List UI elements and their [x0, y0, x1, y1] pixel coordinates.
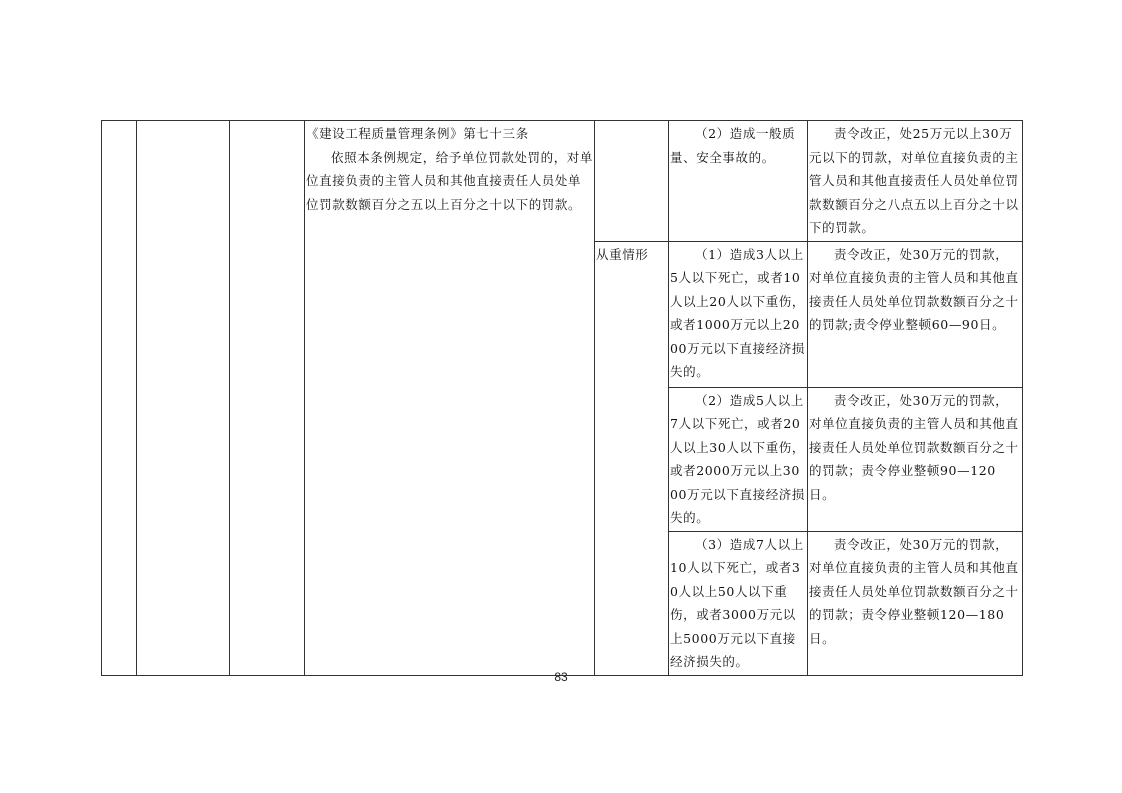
legal-basis-text: 依照本条例规定，给予单位罚款处罚的，对单位直接负责的主管人员和其他直接责任人员处单位罚款数额百分之五以上百分之十以下的罚款。 [306, 149, 594, 212]
seq-cell [102, 121, 137, 676]
page-number: 83 [554, 670, 568, 684]
penalty-cell: 责令改正，处30万元的罚款，对单位直接负责的主管人员和其他直接责任人员处单位罚款数额百分之十的罚款；责令停业整顿90—120日。 [808, 387, 1023, 531]
condition-cell: （1）造成3人以上5人以下死亡，或者10人以上20人以下重伤，或者1000万元以上2000万元以下直接经济损失的。 [669, 241, 808, 387]
condition-cell: （3）造成7人以上10人以下死亡，或者30人以上50人以下重伤，或者3000万元以上5000万元以下直接经济损失的。 [669, 531, 808, 675]
circumstance-cell [595, 121, 669, 242]
condition-cell: （2）造成5人以上7人以下死亡，或者20人以上30人以下重伤，或者2000万元以上3000万元以下直接经济损失的。 [669, 387, 808, 531]
penalty-cell: 责令改正，处30万元的罚款，对单位直接负责的主管人员和其他直接责任人员处单位罚款数额百分之十的罚款；责令停业整顿120—180日。 [808, 531, 1023, 675]
penalty-cell: 责令改正，处25万元以上30万元以下的罚款，对单位直接负责的主管人员和其他直接责任人员处单位罚款数额百分之八点五以上百分之十以下的罚款。 [808, 121, 1023, 242]
condition-cell: （2）造成一般质量、安全事故的。 [669, 121, 808, 242]
category-cell [230, 121, 305, 676]
penalty-standards-table [101, 120, 1023, 676]
table-row [102, 121, 1023, 242]
circumstance-cell: 从重情形 [595, 241, 669, 675]
penalty-cell: 责令改正，处30万元的罚款，对单位直接负责的主管人员和其他直接责任人员处单位罚款数额百分之十的罚款;责令停业整顿60—90日。 [808, 241, 1023, 387]
legal-basis-cell [305, 121, 595, 676]
violation-cell [137, 121, 230, 676]
legal-basis-title: 《建设工程质量管理条例》第七十三条 [306, 126, 529, 141]
